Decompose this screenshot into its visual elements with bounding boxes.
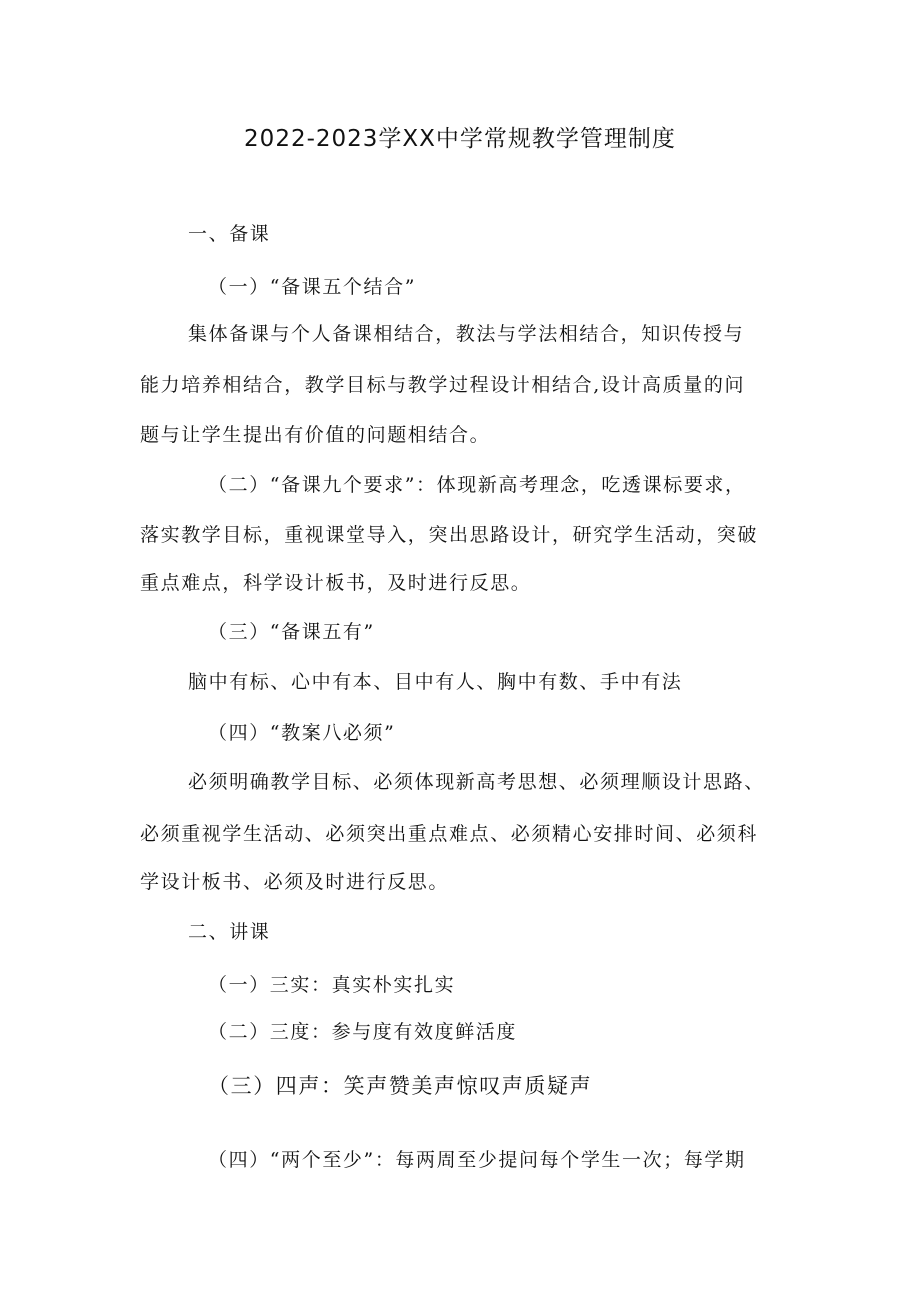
document-title: 2022-2023学XX中学常规教学管理制度 [244,126,676,152]
paragraph-line: 重点难点，科学设计板书，及时进行反思。 [140,572,532,594]
paragraph-line: 必须明确教学目标、必须体现新高考思想、必须理顺设计思路、 [188,771,765,793]
list-item: （三）四声：笑声赞美声惊叹声质疑声 [208,1074,593,1098]
paragraph-line: 脑中有标、心中有本、目中有人、胸中有数、手中有法 [188,671,683,693]
subheading-eight-musts: （四）“教案八必须” [208,722,396,744]
subheading-five-combinations: （一）“备课五个结合” [208,276,417,298]
section-heading-teaching: 二、讲课 [188,921,271,943]
paragraph-line: 题与让学生提出有价值的问题相结合。 [140,424,491,446]
paragraph-line: 集体备课与个人备课相结合，教法与学法相结合，知识传授与 [188,323,745,345]
paragraph-line: （四）“两个至少”：每两周至少提问每个学生一次；每学期 [208,1149,746,1171]
paragraph-line: 学设计板书、必须及时进行反思。 [140,871,450,893]
paragraph-line: 必须重视学生活动、必须突出重点难点、必须精心安排时间、必须科 [140,823,759,845]
list-item: （二）三度：参与度有效度鲜活度 [208,1021,518,1043]
paragraph-line: 落实教学目标，重视课堂导入，突出思路设计，研究学生活动，突破 [140,524,759,546]
list-item: （一）三实：真实朴实扎实 [208,974,456,996]
paragraph-line: 能力培养相结合，教学目标与教学过程设计相结合,设计高质量的问 [140,374,746,396]
subheading-five-haves: （三）“备课五有” [208,621,375,643]
section-heading-lesson-prep: 一、备课 [188,223,271,245]
subheading-nine-requirements: （二）“备课九个要求”：体现新高考理念，吃透课标要求， [208,474,746,496]
